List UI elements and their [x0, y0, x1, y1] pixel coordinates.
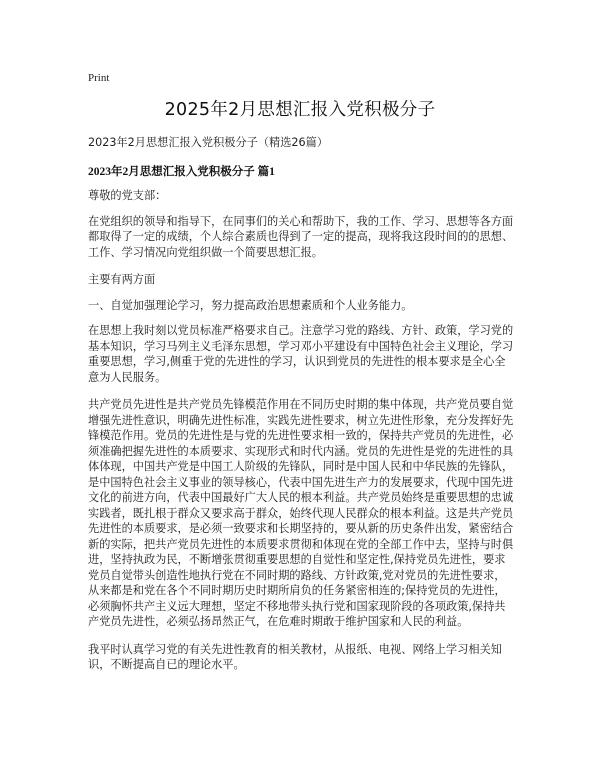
body-paragraph: 我平时认真学习党的有关先进性教育的相关教材，从报纸、电视、网络上学习相关知识，不断提高自已的理论水平。 [88, 642, 502, 671]
body-paragraph: 在思想上我时刻以党员标准严格要求自己。注意学习党的路线、方针、政策，学习党的基本知识，学习马列主义毛泽东思想，学习邓小平建设有中国特色社会主义理论，学习重要思想，学习,侧重于党的先进性的学习，认识到党员的先进性的根本要求是全心全意为人民服务。 [88, 324, 514, 384]
intro-paragraph: 在党组织的领导和指导下，在同事们的关心和帮助下，我的工作、学习、思想等各方面都取得了一定的成绩，个人综合素质也得到了一定的提高，现将我这段时间的的思想、工作、学习情况向党组织做一个简要思想汇报。 [88, 214, 514, 259]
document-body [88, 188, 514, 683]
body-paragraph: 共产党员先进性是共产党员先锋模范作用在不同历史时期的集中体现，共产党员要自觉增强先进性意识，明确先进性标准，实践先进性要求，树立先进性形象，充分发挥好先锋模范作用。党员的先进性是与党的先进性要求相一致的，保持共产党员的先进性，必须准确把握先进性的本质要求、实现形式和时代内涵。党员的先进性是党的先进性的具体体现，中国共产党是中国工人阶级的先锋队，同时是中国人民和中华民族的先锋队，是中国特色社会主义事业的领导核心，代表中国先进生产力的发展要求，代现中国先进文化的前进方向，代表中国最好广大人民的根本利益。共产党员始终是重要思想的忠诚实践者，既扎根于群众又要求高于群众，始终代现人民群众的根本利益。这是共产党员先进性的本质要求，是必须一致要求和长期坚持的，要从新的历史条件出发，紧密结合新的实际，把共产党员先进性的本质要求贯彻和体现在党的全部工作中去，坚持与时俱进，坚持执政为民，不断增张贯彻重要思想的自觉性和坚定性,保持党员先进性，要求党员自觉带头创造性地执行党在不同时期的路线、方针政策,党对党员的先进性要求，从来都是和党在各个不同时期历史时期所肩负的任务紧密相连的;保持党员的先进性，必须胸怀共产主义远大理想，坚定不移地带头执行党和国家现阶段的各项政策,保持共产党员先进性，必须弘扬昂然正气，在危难时期敢于维护国家和人民的利益。 [88, 398, 514, 628]
point-one-heading: 一、自觉加强理论学习，努力提高政治思想素质和个人业务能力。 [88, 298, 413, 312]
salutation: 尊敬的党支部： [88, 189, 167, 202]
section-heading: 2023年2月思想汇报入党积极分子 篇1 [88, 166, 275, 178]
print-label[interactable]: Print [88, 72, 110, 84]
document-title: 2025年2月思想汇报入党积极分子 [164, 100, 436, 120]
main-points-heading: 主要有两方面 [88, 273, 156, 286]
document-subtitle: 2023年2月思想汇报入党积极分子（精选26篇） [88, 136, 329, 149]
